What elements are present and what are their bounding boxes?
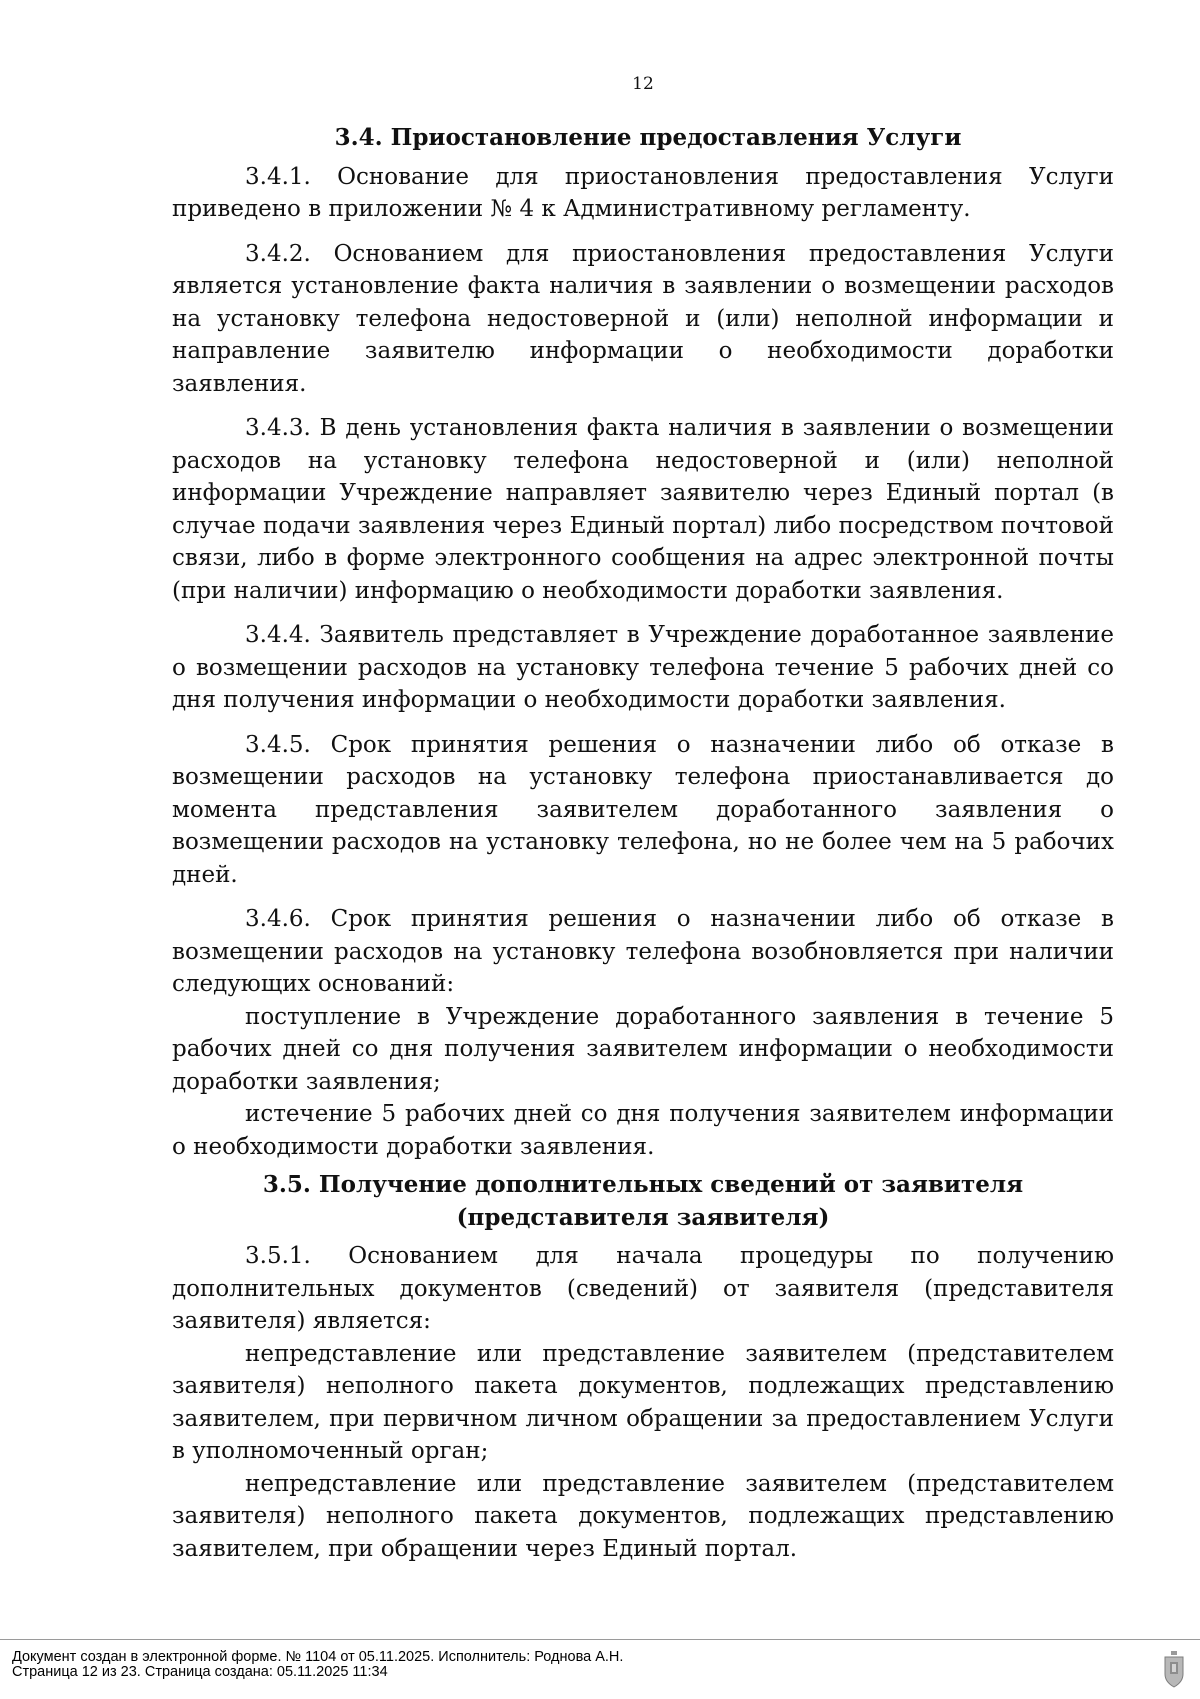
paragraph-3-4-4: 3.4.4. Заявитель представляет в Учреждение доработанное заявление о возмещении расходов на установку телефона течение 5 рабочих дней со дня получения информации о необходимости доработки заявления. [172, 622, 1114, 713]
section-heading-3-4: 3.4. Приостановление предоставления Услуги [334, 124, 962, 151]
paragraph-3-5-1: 3.5.1. Основанием для начала процедуры по получению дополнительных документов (сведений) от заявителя (представителя заявителя) является: [172, 1243, 1114, 1334]
footer-line-page-info: Страница 12 из 23. Страница создана: 05.11.2025 11:34 [12, 1664, 388, 1680]
paragraph-3-4-1: 3.4.1. Основание для приостановления предоставления Услуги приведено в приложении № 4 к Административному регламенту. [172, 163, 1114, 222]
paragraph-3-4-2: 3.4.2. Основанием для приостановления предоставления Услуги является установление факта наличия в заявлении о возмещении расходов на установку телефона недостоверной и (или) неполной информации и направление заявителю информации о необходимости доработки заявления. [172, 240, 1114, 397]
footer-text [12, 1650, 623, 1680]
paragraph-3-4-6-item-2: истечение 5 рабочих дней со дня получения заявителем информации о необходимости доработки заявления. [172, 1101, 1114, 1160]
page-number: 12 [632, 74, 654, 94]
paragraph-3-4-6: 3.4.6. Срок принятия решения о назначении либо об отказе в возмещении расходов на установку телефона возобновляется при наличии следующих оснований: [172, 906, 1114, 997]
document-body [172, 122, 1114, 1565]
paragraph-3-5-1-item-1: непредставление или представление заявителем (представителем заявителя) неполного пакета документов, подлежащих представлению заявителем, при первичном личном обращении за предоставлением Услуги в уполномоченный орган; [172, 1340, 1114, 1464]
paragraph-3-5-1-item-2: непредставление или представление заявителем (представителем заявителя) неполного пакета документов, подлежащих представлению заявителем, при обращении через Единый портал. [172, 1470, 1114, 1562]
document-footer [0, 1639, 1200, 1699]
coat-of-arms-icon [1162, 1650, 1186, 1690]
paragraph-3-4-5: 3.4.5. Срок принятия решения о назначении либо об отказе в возмещении расходов на установку телефона приостанавливается до момента представления заявителем доработанного заявления о возмещении расходов на установку телефона, но не более чем на 5 рабочих дней. [172, 731, 1114, 888]
section-heading-3-5: 3.5. Получение дополнительных сведений от заявителя (представителя заявителя) [262, 1171, 1024, 1231]
paragraph-3-4-6-item-1: поступление в Учреждение доработанного заявления в течение 5 рабочих дней со дня получения заявителем информации о необходимости доработки заявления; [172, 1003, 1114, 1095]
paragraph-3-4-3: 3.4.3. В день установления факта наличия в заявлении о возмещении расходов на установку телефона недостоверной и (или) неполной информации Учреждение направляет заявителю через Единый портал (в случае подачи заявления через Единый портал) либо посредством почтовой связи, либо в форме электронного сообщения на адрес электронной почты (при наличии) информацию о необходимости доработки заявления. [172, 415, 1114, 604]
footer-line-document-info: Документ создан в электронной форме. № 1104 от 05.11.2025. Исполнитель: Роднова А.Н. [12, 1649, 624, 1665]
